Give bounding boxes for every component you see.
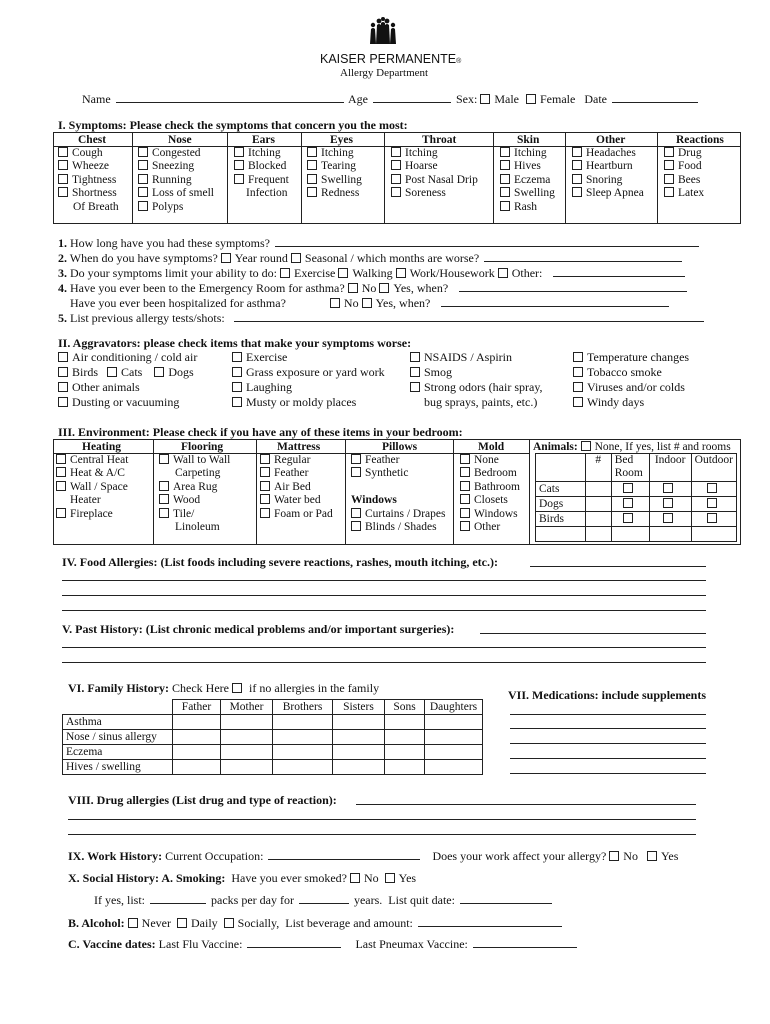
drug-allergies-title: VIII. Drug allergies (List drug and type of reaction): <box>68 793 337 807</box>
symptom-option[interactable]: Rash <box>500 201 555 214</box>
smoking-list-field[interactable] <box>150 893 206 904</box>
aggravator-option[interactable]: Tobacco smoke <box>573 365 689 380</box>
pneumax-vaccine-field[interactable] <box>473 937 577 948</box>
env-option[interactable]: None <box>460 454 520 467</box>
symptom-option[interactable]: Cough <box>58 147 119 160</box>
year-round-checkbox[interactable] <box>221 253 231 263</box>
env-option-cont: Linoleum <box>175 520 220 533</box>
env-option[interactable]: Area Rug <box>159 481 230 494</box>
cats-indoor-checkbox[interactable] <box>663 483 673 493</box>
chest-list <box>58 147 119 214</box>
header-mattress: Mattress <box>277 441 321 453</box>
past-history-line[interactable] <box>62 662 706 663</box>
env-option[interactable]: Windows <box>460 508 520 521</box>
aggravator-option[interactable]: Viruses and/or colds <box>573 380 689 395</box>
aggravator-option[interactable]: Air conditioning / cold air <box>58 350 197 365</box>
aggravator-option[interactable]: Temperature changes <box>573 350 689 365</box>
work-affect-yes-checkbox[interactable] <box>647 851 657 861</box>
nose-list <box>138 147 214 214</box>
symptom-option[interactable]: Post Nasal Drip <box>391 174 478 187</box>
department: Allergy Department <box>340 67 429 79</box>
header-nose: Nose <box>168 134 192 146</box>
header-chest: Chest <box>78 134 107 146</box>
symptom-option[interactable]: Soreness <box>391 187 478 200</box>
food-allergies-line[interactable] <box>62 595 706 596</box>
header-reactions: Reactions <box>676 134 724 146</box>
symptom-option[interactable]: Bees <box>664 174 704 187</box>
aggravator-option[interactable]: Windy days <box>573 395 689 410</box>
env-option[interactable]: Bathroom <box>460 481 520 494</box>
alcohol-daily-checkbox[interactable] <box>177 918 187 928</box>
env-option[interactable]: Regular <box>260 454 333 467</box>
smoked-no-checkbox[interactable] <box>350 873 360 883</box>
medications-line[interactable] <box>510 773 706 774</box>
env-option[interactable]: Feather <box>351 454 445 467</box>
symptom-option-cont: Of Breath <box>73 200 119 213</box>
family-row-label: Asthma <box>63 715 173 730</box>
header-throat: Throat <box>422 134 457 146</box>
symptom-option[interactable]: Heartburn <box>572 160 644 173</box>
header-eyes: Eyes <box>330 134 353 146</box>
symptom-option[interactable]: Polyps <box>138 201 214 214</box>
medications-title: VII. Medications: include supplements <box>508 688 707 702</box>
work-history-row: IX. Work History: Current Occupation: Does your work affect your allergy? No Yes <box>68 849 679 863</box>
q4b-field[interactable] <box>441 296 669 307</box>
org-name: KAISER PERMANENTE® <box>320 52 462 66</box>
animal-row-label: Birds <box>536 512 586 527</box>
eyes-list <box>307 147 362 201</box>
alcohol-never-checkbox[interactable] <box>128 918 138 928</box>
symptom-option[interactable]: Hives <box>500 160 555 173</box>
aggravator-option[interactable]: Laughing <box>232 380 385 395</box>
q4a-field[interactable] <box>459 281 687 292</box>
header-ears: Ears <box>252 134 275 146</box>
symptom-option[interactable]: Swelling <box>307 174 362 187</box>
aggravator-option[interactable]: Birds Cats Dogs <box>58 365 197 380</box>
birds-indoor-checkbox[interactable] <box>663 513 673 523</box>
dogs-indoor-checkbox[interactable] <box>663 498 673 508</box>
symptom-option[interactable]: Tearing <box>307 160 362 173</box>
exercise-checkbox[interactable] <box>280 268 290 278</box>
date-field[interactable] <box>612 92 698 103</box>
vaccine-row: C. Vaccine dates: Last Flu Vaccine: Last Pneumax Vaccine: <box>68 937 579 951</box>
symptom-option[interactable]: Food <box>664 160 704 173</box>
symptom-option[interactable]: Congested <box>138 147 214 160</box>
aggravator-option[interactable]: Strong odors (hair spray, <box>410 380 543 395</box>
walking-checkbox[interactable] <box>338 268 348 278</box>
er-yes-checkbox[interactable] <box>379 283 389 293</box>
animals-none-checkbox[interactable] <box>581 441 591 451</box>
animals-header: Animals: None, If yes, list # and rooms <box>533 441 731 453</box>
drug-allergies-field[interactable] <box>356 804 696 805</box>
quit-date-field[interactable] <box>460 893 552 904</box>
er-no-checkbox[interactable] <box>348 283 358 293</box>
flu-vaccine-field[interactable] <box>247 937 341 948</box>
header-heating: Heating <box>82 441 121 453</box>
aggravators-col-4 <box>573 350 689 410</box>
medications-line[interactable] <box>510 743 706 744</box>
q5-field[interactable] <box>234 311 704 322</box>
patient-info-row: Name Age Sex: Male Female Date <box>82 92 700 106</box>
symptom-option[interactable]: Running <box>138 174 214 187</box>
dogs-bed-checkbox[interactable] <box>623 498 633 508</box>
cats-bed-checkbox[interactable] <box>623 483 633 493</box>
female-checkbox[interactable] <box>526 94 536 104</box>
symptom-option[interactable]: Tightness <box>58 174 119 187</box>
environment-title: III. Environment: Please check if you have any of these items in your bedroom: <box>58 425 463 439</box>
seasonal-checkbox[interactable] <box>291 253 301 263</box>
symptom-option[interactable]: Eczema <box>500 174 555 187</box>
windows-title: Windows <box>351 494 397 507</box>
reactions-list <box>664 147 704 201</box>
aggravator-option-cont: bug sprays, paints, etc.) <box>424 395 538 409</box>
header-pillows: Pillows <box>382 441 418 453</box>
smoking-row: X. Social History: A. Smoking: Have you ever smoked? No Yes <box>68 871 417 885</box>
pillows-list <box>351 454 445 534</box>
flooring-list <box>159 454 230 534</box>
mold-list <box>460 454 520 534</box>
question-3: 3. Do your symptoms limit your ability to do: Exercise Walking Work/Housework Other: <box>58 266 687 280</box>
symptom-option[interactable]: Swelling <box>500 187 555 200</box>
aggravators-col-1 <box>58 350 197 410</box>
throat-list <box>391 147 478 201</box>
env-option[interactable]: Feather <box>260 467 333 480</box>
symptoms-title: I. Symptoms: Please check the symptoms that concern you the most: <box>58 118 408 132</box>
symptom-option[interactable]: Sleep Apnea <box>572 187 644 200</box>
alcohol-row: B. Alcohol: Never Daily Socially, List beverage and amount: <box>68 916 564 930</box>
symptom-option[interactable]: Snoring <box>572 174 644 187</box>
food-allergies-field[interactable] <box>530 566 706 567</box>
occupation-field[interactable] <box>268 849 420 860</box>
symptom-option[interactable]: Itching <box>307 147 362 160</box>
env-option-cont: Heater <box>70 494 101 507</box>
env-option[interactable]: Air Bed <box>260 481 333 494</box>
medications-line[interactable] <box>510 714 706 715</box>
env-option[interactable]: Bedroom <box>460 467 520 480</box>
symptom-option[interactable]: Latex <box>664 187 704 200</box>
family-row-label: Nose / sinus allergy <box>63 730 173 745</box>
other-list <box>572 147 644 201</box>
aggravator-option[interactable]: Other animals <box>58 380 197 395</box>
aggravator-option[interactable]: Smog <box>410 365 543 380</box>
question-2: 2. When do you have symptoms? Year round Seasonal / which months are worse? <box>58 251 684 265</box>
family-history-table: Father Mother Brothers Sisters Sons Daughters Asthma Nose / sinus allergy Eczema Hives / swelling <box>62 699 483 775</box>
q1-field[interactable] <box>275 236 699 247</box>
medications-line[interactable] <box>510 728 706 729</box>
ears-list <box>234 147 289 201</box>
symptom-option[interactable]: Hoarse <box>391 160 478 173</box>
symptom-option[interactable]: Blocked <box>234 160 289 173</box>
symptom-option[interactable]: Drug <box>664 147 704 160</box>
family-row-label: Hives / swelling <box>63 760 173 775</box>
symptom-option[interactable]: Wheeze <box>58 160 119 173</box>
past-history-field[interactable] <box>480 633 706 634</box>
symptom-option[interactable]: Itching <box>391 147 478 160</box>
animal-row-label: Dogs <box>536 497 586 512</box>
env-option[interactable]: Closets <box>460 494 520 507</box>
env-option-cont: Carpeting <box>175 467 221 480</box>
symptom-option[interactable]: Sneezing <box>138 160 214 173</box>
aggravator-option[interactable]: NSAIDS / Aspirin <box>410 350 543 365</box>
smoking-details-row: If yes, list: packs per day for years. List quit date: <box>94 893 554 907</box>
past-history-title: V. Past History: (List chronic medical problems and/or important surgeries): <box>62 622 455 636</box>
header-other: Other <box>596 134 626 146</box>
question-4: 4. Have you ever been to the Emergency Room for asthma? No Yes, when? <box>58 281 689 295</box>
env-option[interactable]: Heat & A/C <box>56 467 128 480</box>
beverage-field[interactable] <box>418 916 562 927</box>
medications-line[interactable] <box>510 758 706 759</box>
env-option[interactable]: Wall / Space <box>56 481 128 494</box>
symptom-option-cont: Infection <box>246 187 288 200</box>
q3-field[interactable] <box>553 266 685 277</box>
alcohol-socially-checkbox[interactable] <box>224 918 234 928</box>
birds-outdoor-checkbox[interactable] <box>707 513 717 523</box>
other-checkbox[interactable] <box>498 268 508 278</box>
aggravators-col-2 <box>232 350 385 410</box>
kaiser-logo-icon <box>368 16 398 46</box>
family-row-label: Eczema <box>63 745 173 760</box>
animals-table: # Bed Room Indoor Outdoor Cats Dogs Birds <box>535 453 737 542</box>
symptom-option[interactable]: Headaches <box>572 147 644 160</box>
header-flooring: Flooring <box>181 441 224 453</box>
no-family-allergies-checkbox[interactable] <box>232 683 242 693</box>
past-history-line[interactable] <box>62 647 706 648</box>
header-mold: Mold <box>478 441 505 453</box>
work-checkbox[interactable] <box>396 268 406 278</box>
male-checkbox[interactable] <box>480 94 490 104</box>
drug-allergies-line[interactable] <box>68 834 696 835</box>
work-affect-no-checkbox[interactable] <box>609 851 619 861</box>
food-allergies-line[interactable] <box>62 580 706 581</box>
aggravators-title: II. Aggravators: please check items that make your symptoms worse: <box>58 336 412 350</box>
q2-field[interactable] <box>484 251 682 262</box>
age-field[interactable] <box>373 92 451 103</box>
question-1: 1. How long have you had these symptoms? <box>58 236 701 250</box>
env-option[interactable]: Fireplace <box>56 508 128 521</box>
name-field[interactable] <box>116 92 344 103</box>
dogs-outdoor-checkbox[interactable] <box>707 498 717 508</box>
aggravator-option[interactable]: Exercise <box>232 350 385 365</box>
hosp-no-checkbox[interactable] <box>330 298 340 308</box>
aggravator-option[interactable]: Musty or moldy places <box>232 395 385 410</box>
food-allergies-line[interactable] <box>62 610 706 611</box>
env-option[interactable]: Curtains / Drapes <box>351 508 445 521</box>
question-4b: Have you ever been hospitalized for asthma? No Yes, when? <box>70 296 671 310</box>
skin-list <box>500 147 555 214</box>
question-5: 5. List previous allergy tests/shots: <box>58 311 706 325</box>
aggravator-option[interactable]: Grass exposure or yard work <box>232 365 385 380</box>
smoking-years-field[interactable] <box>299 893 349 904</box>
hosp-yes-checkbox[interactable] <box>362 298 372 308</box>
symptom-option[interactable]: Shortness <box>58 187 119 200</box>
family-history-title: VI. Family History: Check Here if no allergies in the family <box>68 681 380 695</box>
symptom-option[interactable]: Loss of smell <box>138 187 214 200</box>
drug-allergies-line[interactable] <box>68 819 696 820</box>
env-option[interactable]: Other <box>460 521 520 534</box>
mattress-list <box>260 454 333 521</box>
env-option[interactable]: Tile/ <box>159 508 230 521</box>
symptom-option[interactable]: Itching <box>234 147 289 160</box>
food-allergies-title: IV. Food Allergies: (List foods including severe reactions, rashes, mouth itching, etc.): <box>62 555 498 569</box>
env-option[interactable]: Blinds / Shades <box>351 521 445 534</box>
aggravators-col-3 <box>410 350 543 410</box>
aggravator-option[interactable]: Dusting or vacuuming <box>58 395 197 410</box>
header-skin: Skin <box>517 134 540 146</box>
animal-row-label: Cats <box>536 482 586 497</box>
symptom-option[interactable]: Frequent <box>234 174 289 187</box>
symptom-option[interactable]: Redness <box>307 187 362 200</box>
smoked-yes-checkbox[interactable] <box>385 873 395 883</box>
env-option[interactable]: Central Heat <box>56 454 128 467</box>
heating-list <box>56 454 128 521</box>
env-option[interactable]: Wood <box>159 494 230 507</box>
env-option[interactable]: Wall to Wall <box>159 454 230 467</box>
env-option[interactable]: Synthetic <box>351 467 445 480</box>
cats-outdoor-checkbox[interactable] <box>707 483 717 493</box>
symptom-option[interactable]: Itching <box>500 147 555 160</box>
env-option[interactable]: Foam or Pad <box>260 508 333 521</box>
birds-bed-checkbox[interactable] <box>623 513 633 523</box>
env-option[interactable]: Water bed <box>260 494 333 507</box>
